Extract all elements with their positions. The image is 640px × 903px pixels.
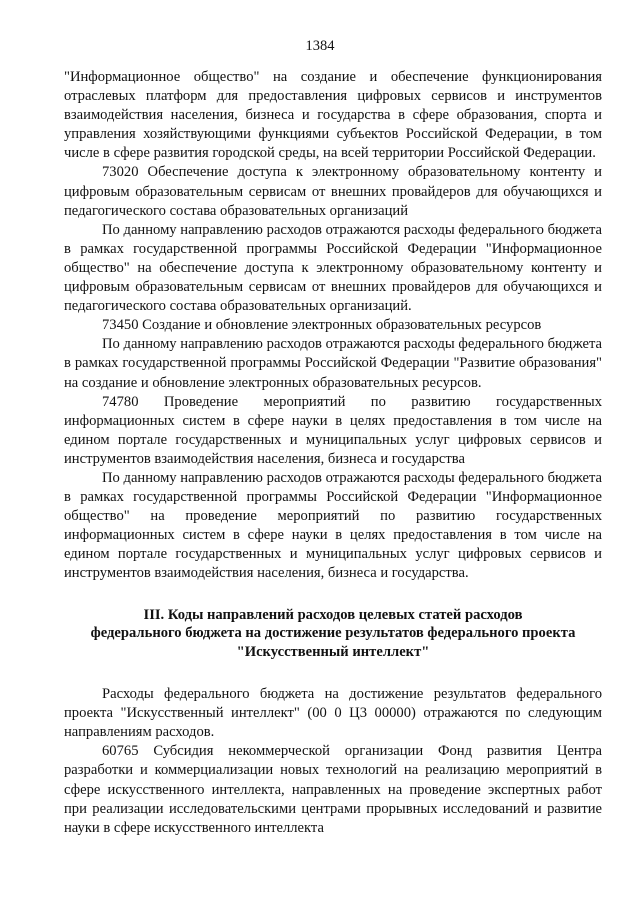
- document-body: [64, 68, 602, 838]
- paragraph-code-73450-description: По данному направлению расходов отражаются расходы федерального бюджета в рамках государственной программы Российской Федерации "Развитие образования" на создание и обновление электронных образовательных ресурсов.: [64, 336, 602, 391]
- paragraph-code-73020-description: По данному направлению расходов отражаются расходы федерального бюджета в рамках государственной программы Российской Федерации "Информационное общество" на обеспечение доступа к электронному образовательному контенту и цифровым образовательным сервисам от внешних провайдеров для обучающихся и педагогического состава образовательных организаций.: [64, 221, 602, 315]
- paragraph-code-60765: 60765 Субсидия некоммерческой организации Фонд развития Центра разработки и коммерциализации новых технологий на реализацию мероприятий в сфере искусственного интеллекта, направленных на проведение экспертных работ при реализации исследовательскими центрами прорывных исследований и развитие науки в сфере искусственного интеллекта: [64, 743, 602, 836]
- paragraph-code-74780: 74780 Проведение мероприятий по развитию государственных информационных систем в сфере науки в целях предоставления в том числе на едином портале государственных и муниципальных услуг цифровых сервисов и инструментов взаимодействия населения, бизнеса и государства: [64, 393, 602, 467]
- paragraph-code-73450: 73450 Создание и обновление электронных образовательных ресурсов: [102, 317, 542, 334]
- section-heading-line-1: III. Коды направлений расходов целевых статей расходов: [143, 606, 523, 623]
- paragraph-code-74780-description: По данному направлению расходов отражаются расходы федерального бюджета в рамках государственной программы Российской Федерации "Информационное общество" на проведение мероприятий по развитию государственных информационных систем в сфере науки в целях предоставления в том числе на едином портале государственных и муниципальных услуг цифровых сервисов и инструментов взаимодействия населения, бизнеса и государства.: [64, 469, 602, 582]
- section-heading-line-3: "Искусственный интеллект": [236, 643, 430, 660]
- paragraph-continuation: "Информационное общество" на создание и обеспечение функционирования отраслевых платформ для предоставления цифровых сервисов и инструментов взаимодействия населения, бизнеса и государства в сфере образования, спорта и управления хозяйствующими функциями субъектов Российской Федерации, в том числе в сфере развития городской среды, на всей территории Российской Федерации.: [64, 69, 602, 162]
- paragraph-section-intro: Расходы федерального бюджета на достижение результатов федерального проекта "Искусственный интеллект" (00 0 Ц3 00000) отражаются по следующим направлениям расходов.: [64, 686, 602, 741]
- page-number: 1384: [305, 38, 335, 54]
- paragraph-code-73020: 73020 Обеспечение доступа к электронному образовательному контенту и цифровым образовательным сервисам от внешних провайдеров для обучающихся и педагогического состава образовательных организаций: [64, 164, 602, 219]
- section-heading-line-2: федерального бюджета на достижение результатов федерального проекта: [90, 625, 576, 642]
- section-heading: [64, 606, 602, 662]
